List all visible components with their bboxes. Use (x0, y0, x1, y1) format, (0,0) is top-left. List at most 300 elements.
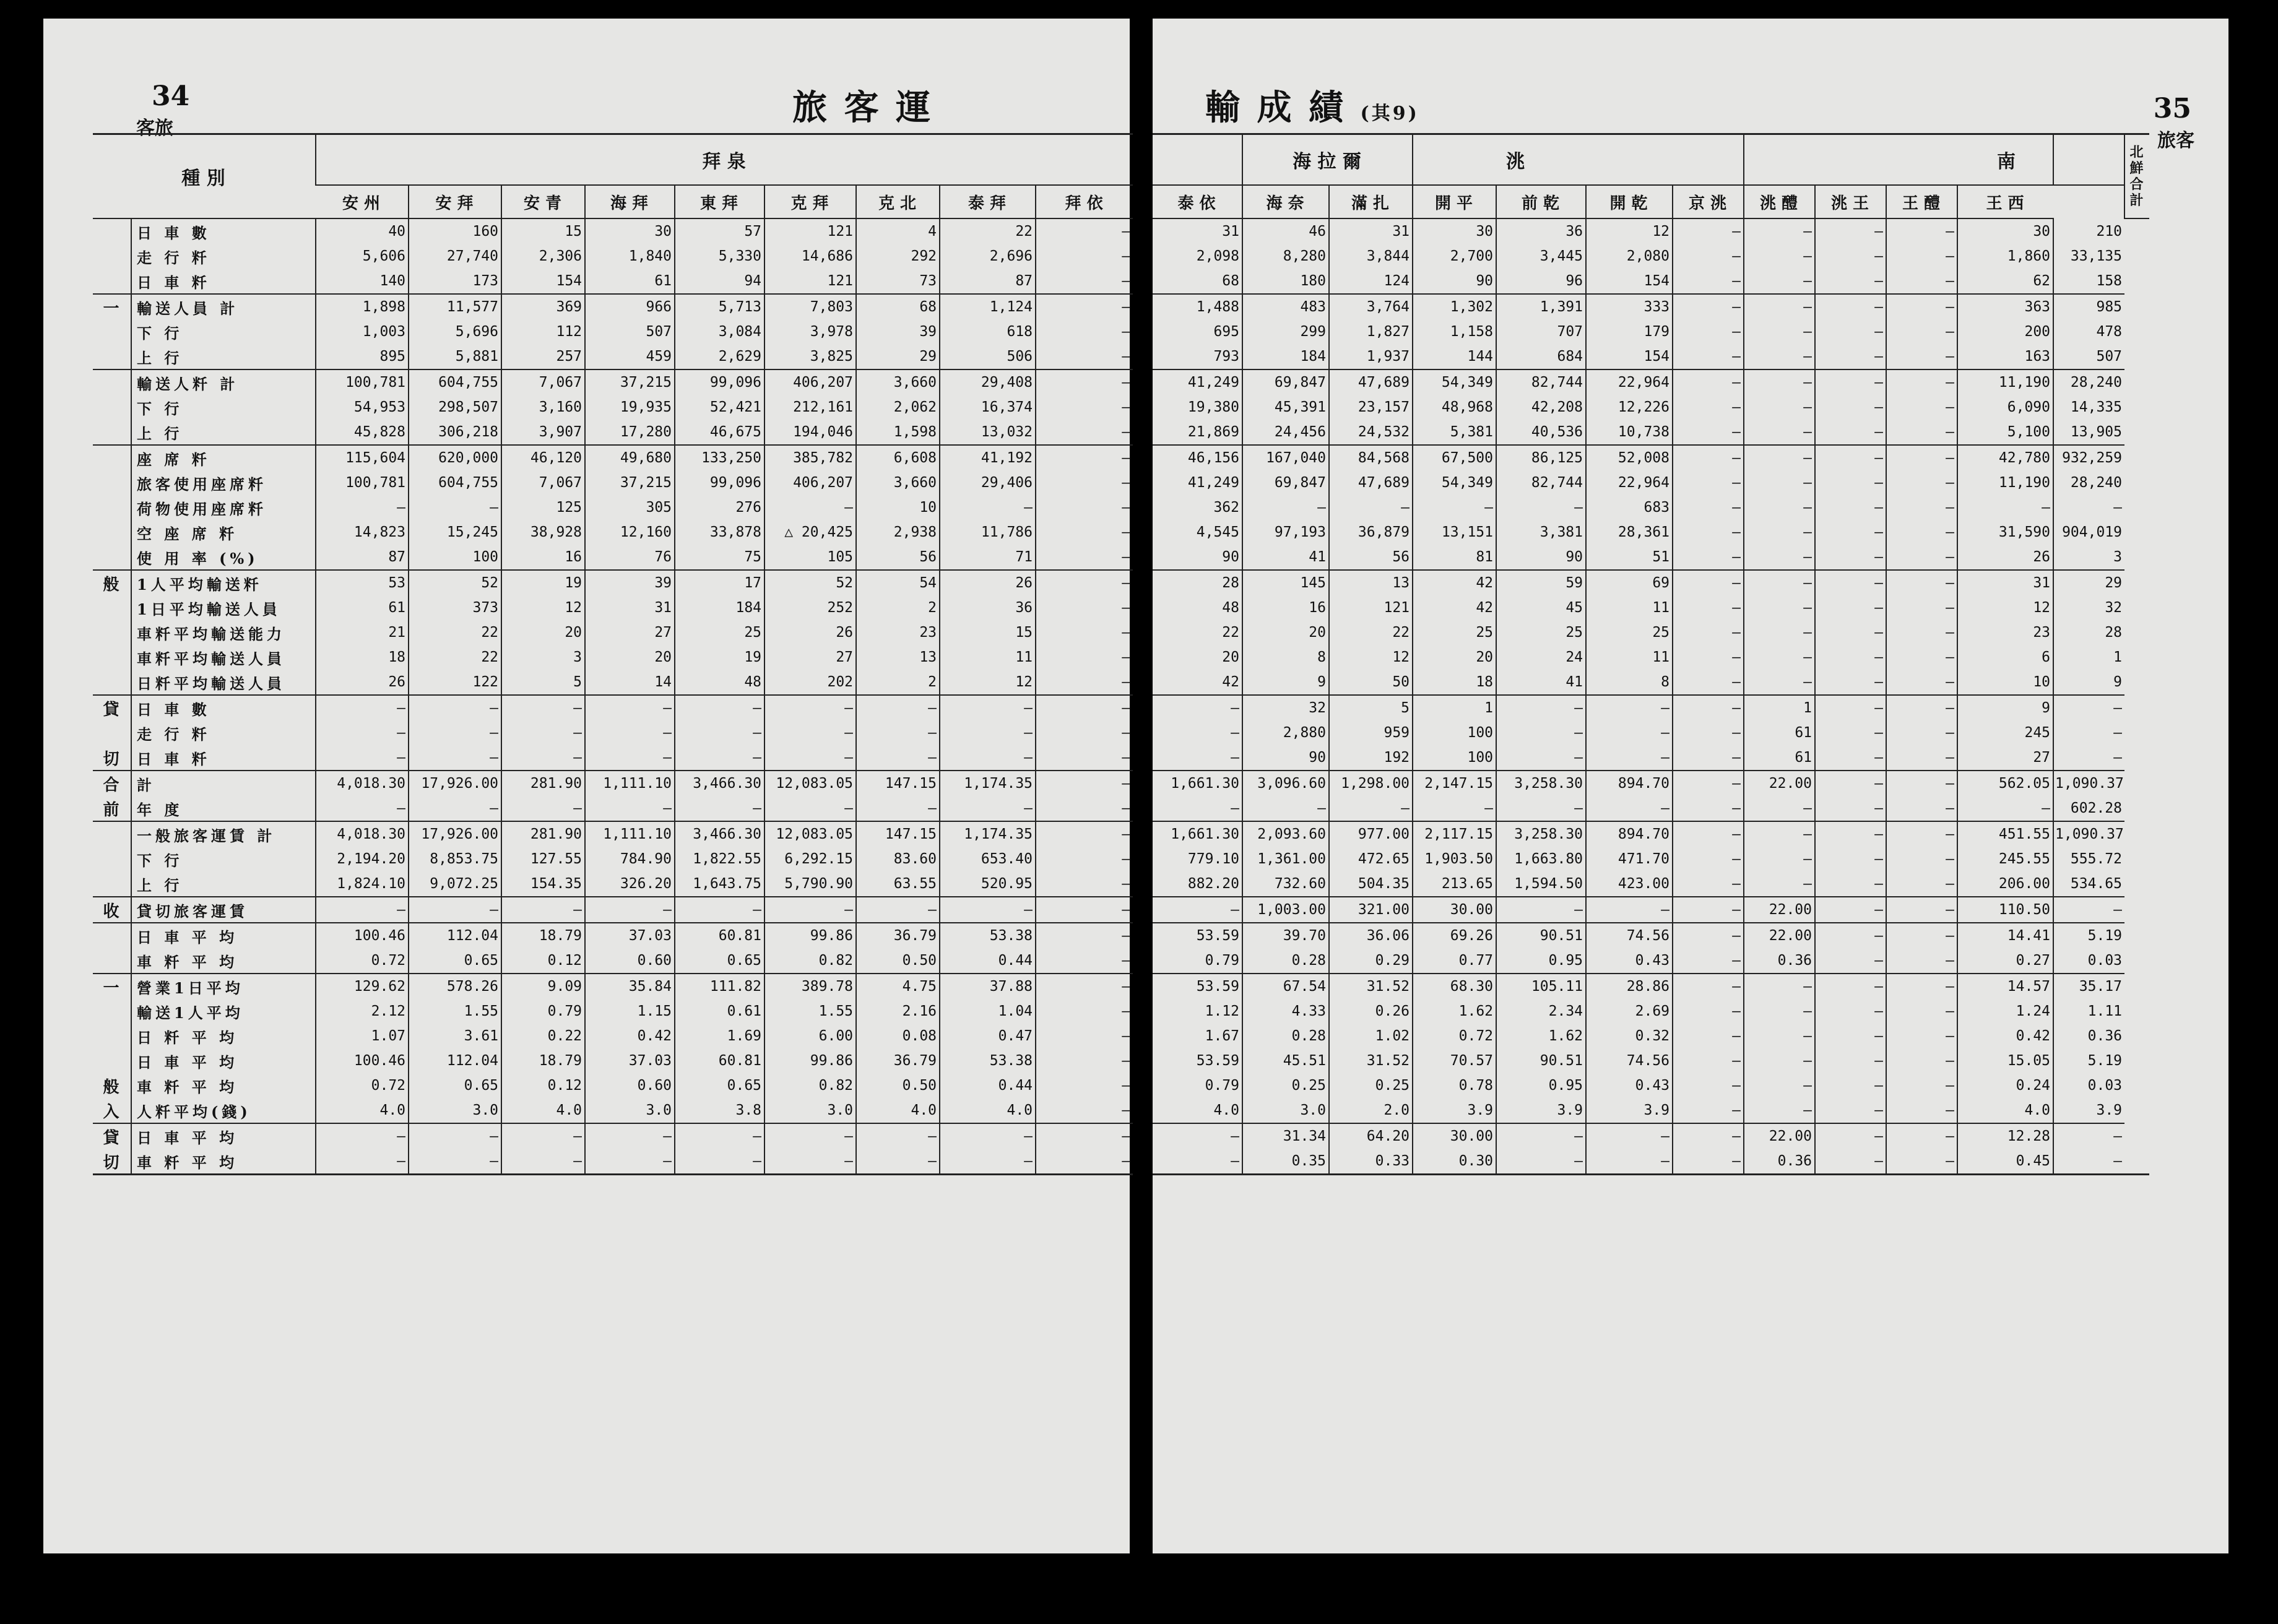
table-cell: 129.62 (316, 974, 409, 999)
table-cell: 3,258.30 (1496, 821, 1586, 847)
table-cell: 8 (1242, 645, 1329, 670)
table-cell: 1 (2053, 645, 2124, 670)
table-cell: 1,663.80 (1496, 847, 1586, 871)
table-cell: 35.84 (585, 974, 675, 999)
left-header-row-group (93, 134, 1133, 186)
table-cell: — (1673, 319, 1744, 344)
table-cell: 112 (501, 319, 585, 344)
table-cell: — (1815, 1048, 1886, 1073)
table-cell: — (1744, 1073, 1815, 1098)
table-cell: 1,391 (1496, 294, 1586, 319)
row-group-label (93, 319, 131, 344)
table-cell: — (1886, 1123, 1957, 1149)
table-cell: 0.35 (1242, 1149, 1329, 1175)
table-cell: 5.19 (2053, 1048, 2124, 1073)
table-cell: 0.03 (2053, 948, 2124, 974)
table-cell: — (1673, 897, 1744, 923)
group-header-hailar: 海 拉 爾 (1242, 134, 1413, 186)
table-cell: 4.75 (856, 974, 940, 999)
table-cell: 10 (1957, 670, 2053, 695)
table-cell: 1.11 (2053, 999, 2124, 1024)
table-cell: 602.28 (2053, 796, 2124, 821)
group-header-north-total: 北 鮮 合 計 (2124, 134, 2149, 219)
table-cell: — (1744, 294, 1815, 319)
table-cell: — (1815, 847, 1886, 871)
table-cell: — (316, 796, 409, 821)
row-group-label (93, 620, 131, 645)
table-cell: 3.0 (409, 1098, 501, 1123)
row-group-label: 收 (93, 897, 131, 923)
table-cell: — (1886, 1048, 1957, 1073)
table-cell: 31 (1222, 223, 1239, 240)
table-cell: 36.79 (856, 923, 940, 948)
table-cell: 31.34 (1242, 1123, 1329, 1149)
table-cell: 112.04 (409, 923, 501, 948)
table-row (1153, 395, 2149, 420)
table-cell: — (1673, 420, 1744, 445)
table-cell: — (1036, 445, 1133, 470)
column-header: 克 拜 (764, 185, 856, 218)
table-row (1153, 420, 2149, 445)
table-cell: 61 (1744, 720, 1815, 745)
table-cell: 122 (409, 670, 501, 695)
table-cell: 74.56 (1586, 1048, 1673, 1073)
table-cell: 3,844 (1329, 244, 1413, 269)
table-cell: 40 (316, 218, 409, 244)
table-cell: 56 (856, 545, 940, 570)
table-cell: 38,928 (501, 520, 585, 545)
table-cell: — (1673, 545, 1744, 570)
table-cell: 5,790.90 (764, 871, 856, 897)
table-cell: 1,003.00 (1242, 897, 1329, 923)
row-group-label: 切 (93, 745, 131, 771)
table-cell: 784.90 (585, 847, 675, 871)
row-label: 使 用 率 (%) (131, 545, 316, 570)
table-cell: — (1673, 821, 1744, 847)
table-cell: — (1036, 796, 1133, 821)
table-cell: 2,098 (1196, 248, 1239, 264)
table-cell: 0.28 (1242, 948, 1329, 974)
table-cell: — (1886, 1024, 1957, 1048)
table-cell: 100.46 (316, 923, 409, 948)
table-cell: 2.16 (856, 999, 940, 1024)
table-cell: 67.54 (1242, 974, 1329, 999)
table-cell: 1.04 (940, 999, 1036, 1024)
row-group-label (93, 645, 131, 670)
table-cell: 105.11 (1496, 974, 1586, 999)
table-cell: 0.33 (1329, 1149, 1413, 1175)
table-row (93, 294, 1133, 319)
table-cell: 39.70 (1242, 923, 1329, 948)
table-row (93, 771, 1133, 796)
table-row (93, 670, 1133, 695)
table-cell: 520.95 (940, 871, 1036, 897)
table-cell: 0.25 (1242, 1073, 1329, 1098)
table-row (93, 974, 1133, 999)
table-row (1153, 344, 2149, 369)
table-cell: 257 (501, 344, 585, 369)
table-row (93, 745, 1133, 771)
column-header: 海 拜 (585, 185, 675, 218)
table-cell: 213.65 (1413, 871, 1496, 897)
table-cell: 385,782 (764, 445, 856, 470)
table-cell: 5,713 (675, 294, 764, 319)
table-cell: 61 (1744, 745, 1815, 771)
table-cell: 305 (585, 495, 675, 520)
table-cell: 13 (856, 645, 940, 670)
table-cell: 1,840 (585, 244, 675, 269)
table-cell: 32 (2053, 595, 2124, 620)
table-cell: 30 (1957, 218, 2053, 244)
table-cell: 0.26 (1329, 999, 1413, 1024)
table-cell: 3,084 (675, 319, 764, 344)
row-label: 輸送人員 計 (131, 294, 316, 319)
table-cell: — (585, 720, 675, 745)
table-cell: 212,161 (764, 395, 856, 420)
table-cell: 779.10 (1187, 851, 1239, 867)
table-cell: 12 (1957, 595, 2053, 620)
table-cell: 904,019 (2053, 520, 2124, 545)
table-cell: — (1673, 1123, 1744, 1149)
table-cell: 22.00 (1744, 923, 1815, 948)
table-cell: 1,302 (1413, 294, 1496, 319)
row-group-label: 一 (93, 294, 131, 319)
table-row (93, 897, 1133, 923)
table-cell: — (1036, 720, 1133, 745)
table-cell: 31 (1329, 218, 1413, 244)
table-cell: — (316, 720, 409, 745)
row-group-label (93, 720, 131, 745)
table-cell: 50 (1329, 670, 1413, 695)
table-cell: 882.20 (1153, 871, 1242, 897)
table-cell: — (1673, 269, 1744, 294)
table-row (1153, 319, 2149, 344)
table-cell: — (1673, 1098, 1744, 1123)
table-cell: 604,755 (409, 369, 501, 395)
table-cell: 1,598 (856, 420, 940, 445)
table-cell: 60.81 (675, 1048, 764, 1073)
table-row (93, 821, 1133, 847)
table-cell: 895 (316, 344, 409, 369)
table-row (1153, 244, 2149, 269)
table-cell: 0.42 (585, 1024, 675, 1048)
row-label: 1人平均輸送粁 (131, 570, 316, 595)
table-cell: 3,466.30 (675, 821, 764, 847)
table-cell: 6,090 (1957, 395, 2053, 420)
table-cell: 4.0 (316, 1098, 409, 1123)
table-cell: 6 (1957, 645, 2053, 670)
row-group-label: 般 (93, 1073, 131, 1098)
table-cell: 99.86 (764, 923, 856, 948)
right-page-number: 35 (2153, 93, 2191, 124)
table-row (93, 244, 1133, 269)
table-cell: — (1815, 1024, 1886, 1048)
column-header: 拜 依 (1036, 185, 1133, 218)
table-cell: — (585, 897, 675, 923)
table-cell: — (1036, 470, 1133, 495)
table-cell: 0.30 (1413, 1149, 1496, 1175)
table-cell: 0.03 (2053, 1073, 2124, 1098)
table-cell: 99,096 (675, 369, 764, 395)
table-cell: 53 (316, 570, 409, 595)
table-cell: — (764, 796, 856, 821)
table-cell: 281.90 (501, 821, 585, 847)
table-cell: — (1744, 218, 1815, 244)
table-cell: — (1036, 344, 1133, 369)
table-cell: 18 (316, 645, 409, 670)
table-row (1153, 897, 2149, 923)
table-cell: 959 (1329, 720, 1413, 745)
table-cell: 0.50 (856, 948, 940, 974)
table-cell: — (675, 720, 764, 745)
table-cell: — (1886, 670, 1957, 695)
table-cell: 127.55 (501, 847, 585, 871)
row-label: 車 粁 平 均 (131, 1149, 316, 1175)
table-cell: — (1886, 847, 1957, 871)
row-label: 日 車 平 均 (131, 1048, 316, 1073)
table-cell: — (940, 745, 1036, 771)
table-cell: 37.03 (585, 923, 675, 948)
table-cell: — (1886, 999, 1957, 1024)
table-row (93, 999, 1133, 1024)
table-cell: 90.51 (1496, 923, 1586, 948)
table-cell: 160 (409, 218, 501, 244)
table-cell: — (940, 796, 1036, 821)
table-cell: 22.00 (1744, 897, 1815, 923)
table-cell: — (1036, 218, 1133, 244)
table-cell: 31,590 (1957, 520, 2053, 545)
row-label: 年 度 (131, 796, 316, 821)
table-cell: 2.34 (1496, 999, 1586, 1024)
table-cell: — (501, 1123, 585, 1149)
table-cell: 36 (1496, 218, 1586, 244)
table-cell: 27,740 (409, 244, 501, 269)
table-row (1153, 695, 2149, 720)
row-label: 輸送人粁 計 (131, 369, 316, 395)
table-cell: 1,903.50 (1413, 847, 1496, 871)
table-cell: — (1673, 595, 1744, 620)
table-cell: 298,507 (409, 395, 501, 420)
table-cell: 19 (501, 570, 585, 595)
table-cell: 3,825 (764, 344, 856, 369)
row-label: 日粁平均輸送人員 (131, 670, 316, 695)
table-cell: 985 (2053, 294, 2124, 319)
table-cell: — (1673, 344, 1744, 369)
table-cell: — (940, 1123, 1036, 1149)
table-cell: 112.04 (409, 1048, 501, 1073)
row-label: 空 座 席 粁 (131, 520, 316, 545)
table-cell: 12,083.05 (764, 821, 856, 847)
table-cell: 1,661.30 (1171, 775, 1239, 792)
table-cell: 64.20 (1329, 1123, 1413, 1149)
table-cell: — (1036, 670, 1133, 695)
table-cell: 10 (856, 495, 940, 520)
table-cell: 0.29 (1329, 948, 1413, 974)
table-cell: 90 (1496, 545, 1586, 570)
table-cell: — (1744, 445, 1815, 470)
table-cell: — (1815, 218, 1886, 244)
table-cell: — (1815, 821, 1886, 847)
table-cell: — (1673, 771, 1744, 796)
table-cell: 252 (764, 595, 856, 620)
table-cell: 0.12 (501, 1073, 585, 1098)
table-cell: — (1744, 495, 1815, 520)
table-cell: 1,827 (1329, 319, 1413, 344)
table-cell: 100.46 (316, 1048, 409, 1073)
table-cell: 180 (1242, 269, 1329, 294)
table-cell: — (1242, 796, 1329, 821)
table-cell: 4.0 (1957, 1098, 2053, 1123)
table-cell: 3.0 (764, 1098, 856, 1123)
table-cell: 3.9 (1496, 1098, 1586, 1123)
table-cell: 73 (856, 269, 940, 294)
table-cell: — (1744, 570, 1815, 595)
table-cell: 47,689 (1329, 369, 1413, 395)
table-cell: — (1036, 520, 1133, 545)
table-cell: — (856, 720, 940, 745)
table-cell: — (1153, 796, 1242, 821)
table-cell: 45.51 (1242, 1048, 1329, 1073)
table-cell: — (1036, 1048, 1133, 1073)
table-cell: 22 (1222, 624, 1239, 641)
table-cell: 0.27 (1957, 948, 2053, 974)
table-cell: 22.00 (1744, 771, 1815, 796)
table-cell: 32 (1242, 695, 1329, 720)
row-label: 上 行 (131, 420, 316, 445)
table-cell: 145 (1242, 570, 1329, 595)
table-cell: 472.65 (1329, 847, 1413, 871)
row-label: 1日平均輸送人員 (131, 595, 316, 620)
table-row (1153, 470, 2149, 495)
table-row (93, 620, 1133, 645)
table-cell: 37.03 (585, 1048, 675, 1073)
table-cell: 0.25 (1329, 1073, 1413, 1098)
table-cell: 1,643.75 (675, 871, 764, 897)
header-blank-cell (1153, 134, 1242, 186)
table-cell: 51 (1586, 545, 1673, 570)
table-row (93, 796, 1133, 821)
table-cell: 121 (1329, 595, 1413, 620)
table-cell: 14 (585, 670, 675, 695)
column-header: 王 醴 (1886, 185, 1957, 218)
table-cell: — (1744, 670, 1815, 695)
table-cell: — (409, 495, 501, 520)
table-cell: — (1673, 520, 1744, 545)
table-cell: 562.05 (1957, 771, 2053, 796)
table-row (93, 218, 1133, 244)
table-cell: 18.79 (501, 1048, 585, 1073)
row-group-label: 一 (93, 974, 131, 999)
table-cell: — (675, 796, 764, 821)
table-cell: 11,190 (1957, 470, 2053, 495)
table-cell: — (501, 720, 585, 745)
table-cell: 966 (585, 294, 675, 319)
table-cell: — (1496, 1123, 1586, 1149)
table-cell: 22,964 (1586, 470, 1673, 495)
table-row (1153, 821, 2149, 847)
table-cell: — (1815, 897, 1886, 923)
table-cell: — (1886, 344, 1957, 369)
table-cell: — (1036, 269, 1133, 294)
table-cell: 12 (940, 670, 1036, 695)
table-cell: 14,823 (316, 520, 409, 545)
table-cell: — (1744, 620, 1815, 645)
table-cell: 30 (1413, 218, 1496, 244)
column-header: 安 拜 (409, 185, 501, 218)
table-cell: — (1815, 1149, 1886, 1175)
table-cell: 0.42 (1957, 1024, 2053, 1048)
table-cell: 2,880 (1242, 720, 1329, 745)
table-cell: — (1886, 645, 1957, 670)
table-row (93, 269, 1133, 294)
table-cell: 29 (856, 344, 940, 369)
table-cell: 9,072.25 (409, 871, 501, 897)
table-cell: 0.65 (675, 1073, 764, 1098)
table-cell: 29 (2053, 570, 2124, 595)
row-label: 日 車 平 均 (131, 1123, 316, 1149)
table-cell: — (1744, 244, 1815, 269)
table-cell: 1,824.10 (316, 871, 409, 897)
table-row (1153, 445, 2149, 470)
table-cell: 1,361.00 (1242, 847, 1329, 871)
table-cell: 1,661.30 (1171, 826, 1239, 842)
row-group-label (93, 923, 131, 948)
table-cell: — (1673, 670, 1744, 695)
table-cell: 0.79 (501, 999, 585, 1024)
table-cell: 53.38 (940, 923, 1036, 948)
table-cell: 90.51 (1496, 1048, 1586, 1073)
table-cell: 2,696 (940, 244, 1036, 269)
table-cell: — (1496, 720, 1586, 745)
table-cell: 39 (585, 570, 675, 595)
table-cell: — (1815, 620, 1886, 645)
table-cell: — (1673, 745, 1744, 771)
column-header: 京 洮 (1673, 185, 1744, 218)
table-cell: — (1586, 897, 1673, 923)
table-cell: — (1036, 1073, 1133, 1098)
table-cell: — (764, 1123, 856, 1149)
table-cell: 5.19 (2053, 923, 2124, 948)
table-cell: 16,374 (940, 395, 1036, 420)
table-cell: 20 (1242, 620, 1329, 645)
table-cell: — (1413, 495, 1496, 520)
table-cell: — (1586, 695, 1673, 720)
column-header: 開 乾 (1586, 185, 1673, 218)
table-cell: — (1886, 720, 1957, 745)
table-cell: 54 (856, 570, 940, 595)
table-cell: 202 (764, 670, 856, 695)
table-cell: — (1744, 269, 1815, 294)
table-cell: — (1815, 369, 1886, 395)
table-cell: 13,151 (1413, 520, 1496, 545)
table-cell: 147.15 (856, 821, 940, 847)
table-cell: 45 (1496, 595, 1586, 620)
table-row (93, 420, 1133, 445)
table-cell: — (316, 495, 409, 520)
table-cell: 0.08 (856, 1024, 940, 1048)
table-cell: 20 (1413, 645, 1496, 670)
table-cell: — (1886, 570, 1957, 595)
table-cell: 11 (1586, 645, 1673, 670)
table-cell: 1 (1413, 695, 1496, 720)
table-cell: — (316, 695, 409, 720)
row-group-label: 前 (93, 796, 131, 821)
row-label: 上 行 (131, 344, 316, 369)
table-cell: — (1744, 847, 1815, 871)
table-cell: 144 (1413, 344, 1496, 369)
table-cell: 1.62 (1413, 999, 1496, 1024)
table-cell: 48 (675, 670, 764, 695)
